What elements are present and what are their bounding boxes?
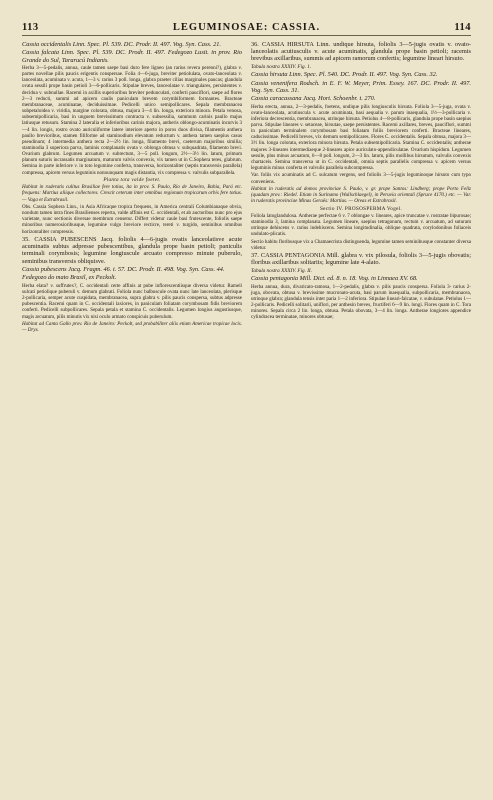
synonym: Cassia hirsuta Linn. Spec. Pl. 540. DC. Prodr. II. 497. Vog. Syn. Cass. 32. (251, 71, 438, 79)
note: Sectio habitu floribusque vix a Chamaecrista distinguenda, legumine tamen seminibusque constanter diversa videtur. (251, 238, 471, 251)
habitat: Habitat in ruderatis culitus Brasiliae fere totius, ita in prov. S. Paulo, Rio de Janeiro, Bahia, Pará etc. frequens: Martius aliique collectores. Crescit ceterum inter omnibus regionum tropicarum orbis fere totius. — Vaga et Extrabrasil. (22, 184, 242, 203)
synonym: Cassia pubescens Jacq. Fragm. 46. t. 57. DC. Prodr. II. 498. Vog. Syn. Cass. 44. (22, 265, 225, 273)
note: Planta tota valde foetet. (103, 176, 161, 183)
species-entry: 37. CASSIA PENTAGONIA Mill. glabra v. vix pilosula, foliolis 3—5-jugis obovatis; floribus axillaribus solitariis; legumine late 4-alato. (251, 252, 471, 267)
description: Herba elata? v. suffrutex?, C. occidentali certe affinis at pube inflorescentiisque diversa videtur. Rameli sulcati petiolique puberuli v. demum glabrati. Foliola nunc balbuscule ovata nunc late lanceolata, plerisque 2-pollicaria, semper acute cuspidata, membranacea, supra glabra v. pilis paucis conspersa, subtus adpresse pubescentia. Racemi quam in C. occidentali laxiores, in paniculam foliatam corymbosam fidis breviorem conferti. Pedicelli subpollicares. Sepala petala et stamina C. occidentalis. Legumen longius angustiusque, magis arcuatum, pilis minutis vix nisi oculo armato conspicuis puberulum. (22, 282, 242, 320)
description: Foliola latoglandulosa. Antherae perfectae 6 v. 7 oblongae v. lineares, apice truncatae v. rostratae bipurosae; staminodia 3, lamina complanata. Legumen lineare, saepius tetragonum, rectum v. arcuatum, ad suturam utrinque dehiscens v. rarius indehiscens. Semina longitudinalia, oblique quadrata, corylodonibus foliaceis undulato-plicatis. (251, 212, 471, 238)
plate-reference: Tabula nostra XXXIV. Fig. II. (251, 267, 312, 274)
section-heading: Sectio IV. PROSOSPERMA Vogel. (319, 205, 403, 212)
synonym: Cassia caracassana Jacq. Hort. Schoenbr. t. 270. (251, 95, 376, 103)
synonym: Cassia pentagonia Mill. Dict. ed. 8. n. 18. Vog. in Linnaea XV. 68. (251, 275, 418, 283)
species-entry: 36. CASSIA HIRSUTA Linn. undique hirsuta, foliolis 3—5-jugis ovatis v. ovato-lanceolatis acutiusculis v. acute acuminatis, glandula prope basin petioli; racemis brevibus axillaribus, summis ad apicem ramorum confertis; legumine lineari hirsuto. (251, 41, 471, 63)
synonym: Cassia falcata Linn. Spec. Pl. 539. DC. Prodr. II. 497. Fedegozo Lusit. in prov. Rio Grande do Sul, Tararucú Indianis. (22, 49, 242, 64)
variety: Var. foliis vix acuminatis ad C. sulcatum vergens, sed foliolis 3—5-jugis leguminoque hirsuto cum typo conveniens. (251, 172, 471, 185)
description: Herba erecta, annua, 2—3-pedalis, foetens, undique pilis longiusculis hirsuta. Foliola 3—5-juga, ovata v. ovato-lanceolata, acutiuscula v. acute acuminata, basi aequalia v. parum inaequalia, 1½—3-pollicaria v. inferiora decrescentia, membranacea, utrinque hirsuta. Petiolus 4—8-pollicaris, glandula prope basin saepius parva. Stipulae lineares v. setaceae, hirsutae, saepe persistentes. Racemi axillares, breves, pauciflori, summi in paniculam terminalem corymbosam basi foliatam foliis breviorem conferti. Bracteae lineares, caducissimae. Pedicelli breves, vix demum semipollicares. Flores C. occidentalis. Sepala obtusa, majora 3—3½ lin. longa coloratа, exteriora minora hirsuta. Petala subsemipollicaria. Stamina C. occidentalis; antherae majores 3-lineares intermediaeque 2-lineares apice auriculato-appendiculatae. Ovarium hispidum. Legumen sessile, plus minus arcuatum, 6—8 poll. longum, 2—3 lin. latum, pilis mollibus hirsutum, valvulis convexis chartaceis. Semina transversa ut in C. occidentali, omnia septis parallelis compressa v. apicem versus leguminis minus conferta et valvulis parallela subcompressa. (251, 103, 471, 172)
observation: Obs. Cassia Sophera Linn., in Asia Africaque tropica frequens, in America centrali Columbianaque obvia, nondum tamen intra fines Brasilienses reperta, valde affinis est C. occidentali, et ab auctoribus nunc pro ejus varietate, nunc sectionis diversae membrum censetur. Differt videtur caule basi frutescente, foliolis saepe minoribus numerosioribusque, legumine vulgo breviore recticre, tereti v. turgido, seminibus omnibus horizontaliter compressis. (22, 203, 242, 235)
description: Herba 3—5-pedalis, annua, caule tamen saepe basi duro fere ligneo (an rarius revera perenni?), glabra v. partes novellae pilis paucis erigentis conspersae. Folia 4—6-juga, breviter petiolulata, ovato-lanceolata v. lanceolata, acuminata v. acuta, 1—3 v. rarius 3 poll. longa, glabra praeter cilias marginales paucas; glandula ovata sessili prope basin petioli 3—6-pollicaris. Stipulae breves, lanceolatae v. triangulares, persistentes v. decidua v. subnullae. Racemi in axillis superioribus breviter pedunculati, conferti pauciflori, saepe ad flores 2—3 reducti, summi ad apicem caulis paniculam brevem corymbiformem formantes. Bracteae membranaceae, acuminatae, deciduissimae. Pedicelli unico semipollicares. Sepala membranacea subpetaloidea v. viridia, margine colorata, obtusa, majora 3—4 lin. longa, exteriora minora. Petala venosa, subsemipollicaria, basi in unguem brevissimum contracta v. subsessilia, summum carinis paullo majus latiusque retusum. Stamina 2 lateralia et inferioribus carinis majora, antheris oblongo-acuminatis incurvis 3—4 lin. longis, rostro ovato auriculiforme latere interiore aperto in poros duos divisa, filamentis anthera paullo brevioribus, stamen filiforme ad staminodium elevatum reductum v. anthera tamen saepius casus pseudinum; 4 intermedia anthera recta 2—2½ lin. longa, filamento brevi, caeterum majoribus similia; staminodia 3 superiora parva, laminis complanatis ovata v. oblonga obtusa v. subquadrata, filamento brevi. Ovarium glabrum. Legumen arcuatum v. subrectum, 3—5 poll. longum, 2½—3½ lin. latum, primum planum suturis incrassatis marginatum, maturum valvis convexis, vix tamen ut in C.Sophera teres, glabrum. Semina in parte inferiore v. in toto legumine conferta, transversa, horizontaliter (septis transversis parallela) compressa, apicem versus leguminis nonnunquam magis distantia, vix compressa v. valvulis subparallela. (22, 64, 242, 176)
left-column (22, 41, 242, 334)
species-entry: 35. CASSIA PUBESCENS Jacq. foliolis 4—6-jugis ovatis lanceolatisve acute acuminatis subtus adpresse pubescentibus, glandula prope basin petioli; paniculis terminali corymbosis; legumine longiuscule arcuato compresso minute puberulo, seminibus transversis obliquisve. (22, 235, 242, 265)
synonym: Cassia occidentalis Linn. Spec. Pl. 539. DC. Prodr. II. 497. Vog. Syn. Cass. 21. (22, 41, 221, 48)
vernacular-name: Fedegozo do mato Brasil, ex Peckolt. (22, 274, 117, 282)
synonym: Cassia venenifera Rodsch. in E. F. W. Meyer, Prim. Essey. 167. DC. Prodr. II. 497. Vog. Syn. Cass. 31. (251, 79, 471, 94)
running-title: LEGUMINOSAE: CASSIA. (172, 22, 321, 33)
habitat: Habitat in ruderatis ad domos provinciae S. Paulo, v. gr. prope Santos: Lindberg; prope Porto Feliz (quadam prov.: Riedel. Etiam in Surinamo (Wullschlaegel), in Peruvia orientali (Spruce 4170.) etc. — Var. in ruderatis provinciae Minas Geraës: Martius. — Oreas et Extrabrasil. (251, 185, 471, 205)
plate-reference: Tabula nostra XXXIV. Fig. 1. (251, 63, 312, 70)
right-column (251, 41, 471, 334)
description: Herba annua, dura, divaricato-ramosa, 1—2-pedalis, glabra v. pilis paucis conspersa. Foliola 3- rarius 2-juga, obovata, obtusa v. brevissime mucronato-acuta, basi parum inaequalia, subpollicaria, membranacea, utrinque glabra; glandula tensis inter paria 1—2 inferiora. Stipulae lineari-falcatae, v. subulatae. Petiolus 1—2-pollicaris. Pedicelli solitarii, uniflori, per anthesin breves, fructiferi 6—9 lin. longi. Flores quam in C. Tora minores. Sepala circa 2 lin. longa, obtusa. Petala obovata, 3—4 lin. longa. Antherae longiores appendice cylindracea terminatae, minores obtusae; (251, 283, 471, 321)
right-page-number: 114 (454, 22, 471, 33)
running-header (22, 22, 471, 36)
left-page-number: 113 (22, 22, 39, 33)
habitat: Habitat ad Canta Gallo prov. Rio de Janeiro: Peckolt, sed probabiliter aliis etiam Americae tropicae locis. — Drys. (22, 320, 242, 334)
